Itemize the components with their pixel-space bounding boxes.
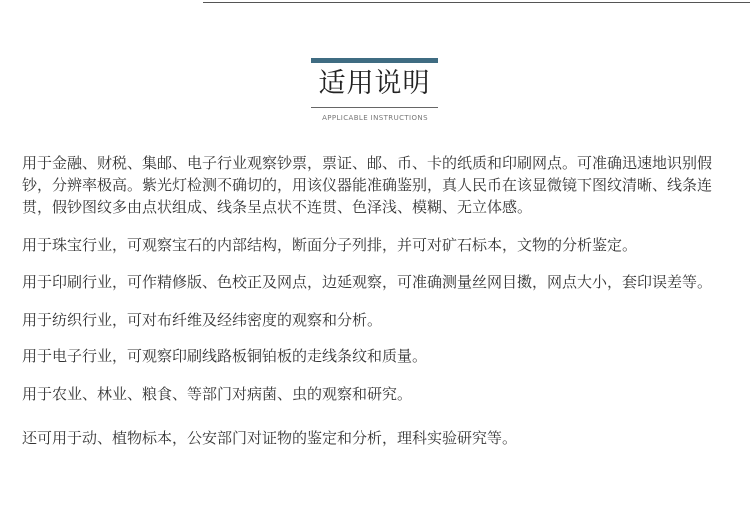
paragraph-textile: 用于纺织行业，可对布纤维及经纬密度的观察和分析。 xyxy=(22,311,383,329)
paragraph-printing: 用于印刷行业，可作精修版、色校正及网点，边延观察，可准确测量丝网目擞，网点大小，套印误差等。 xyxy=(22,273,713,291)
section-title: 适用说明 xyxy=(318,68,431,99)
section-subtitle: APPLICABLE INSTRUCTIONS xyxy=(322,114,428,122)
paragraph-electronics: 用于电子行业，可观察印刷线路板铜铂板的走线条纹和质量。 xyxy=(22,347,428,365)
instructions-content xyxy=(22,152,730,449)
paragraph-agriculture: 用于农业、林业、粮食、等部门对病菌、虫的观察和研究。 xyxy=(22,385,413,403)
top-divider xyxy=(203,2,750,3)
paragraph-jewelry: 用于珠宝行业，可观察宝石的内部结构，断面分子列排，并可对矿石标本，文物的分析鉴定。 xyxy=(22,236,638,254)
paragraph-other: 还可用于动、植物标本，公安部门对证物的鉴定和分析，理科实验研究等。 xyxy=(22,429,518,447)
title-accent-bar xyxy=(311,58,438,63)
title-underline xyxy=(311,107,438,108)
paragraph-finance: 用于金融、财税、集邮、电子行业观察钞票，票证、邮、币、卡的纸质和印刷网点。可准确迅速地识别假钞，分辨率极高。紫光灯检测不确切的，用该仪器能准确鉴别，真人民币在该显微镜下图纹清晰、线条连贯，假钞图纹多由点状组成、线条呈点状不连贯、色泽浅、模糊、无立体感。 xyxy=(22,154,713,216)
